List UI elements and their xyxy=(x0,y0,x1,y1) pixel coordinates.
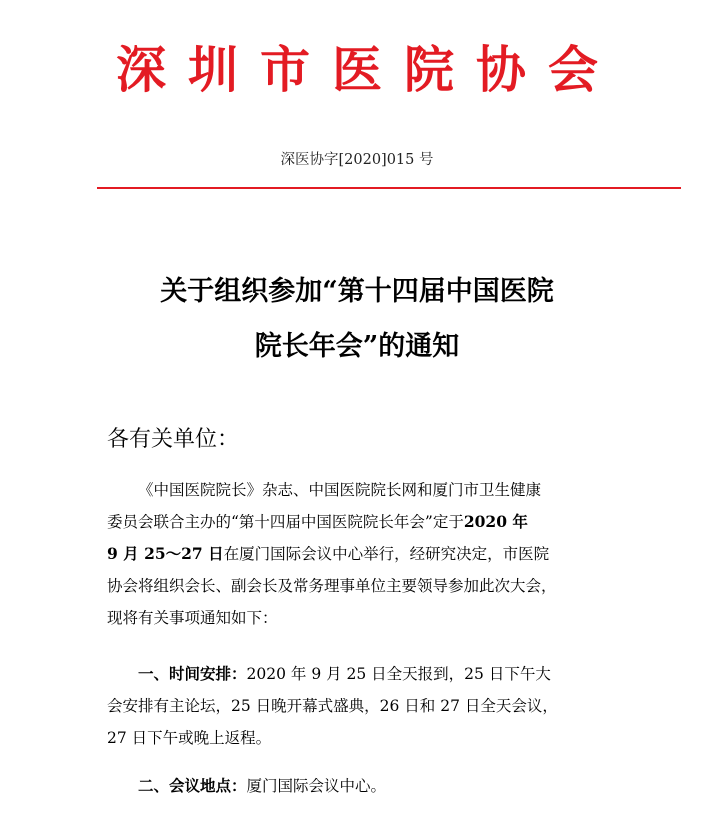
intro-paragraph xyxy=(107,474,617,634)
red-divider-line xyxy=(97,187,681,189)
section-1-line-3: 27 日下午或晚上返程。 xyxy=(107,729,272,747)
notice-title-line-2: 院长年会”的通知 xyxy=(254,331,460,362)
intro-line-2-text: 委员会联合主办的“第十四届中国医院院长年会”定于 xyxy=(107,513,464,531)
intro-year-bold: 2020 年 xyxy=(463,512,528,531)
document-number: 深医协字[2020]015 号 xyxy=(280,152,434,168)
notice-title-line-1: 关于组织参加“第十四届中国医院 xyxy=(160,276,554,307)
section-2-text: 厦门国际会议中心。 xyxy=(246,777,387,795)
section-1-text: 2020 年 9 月 25 日全天报到，25 日下午大 xyxy=(246,665,551,683)
intro-dates-bold: 9 月 25～27 日 xyxy=(107,544,224,563)
intro-line-2 xyxy=(107,506,617,538)
section-venue xyxy=(107,770,617,802)
intro-line-5: 现将有关事项通知如下： xyxy=(107,609,278,627)
section-1-line-2: 会安排有主论坛，25 日晚开幕式盛典，26 日和 27 日全天会议， xyxy=(107,697,558,715)
intro-line-1: 《中国医院院长》杂志、中国医院院长网和厦门市卫生健康 xyxy=(138,481,542,499)
intro-line-3-text: 在厦门国际会议中心举行，经研究决定，市医院 xyxy=(223,545,550,563)
intro-line-4: 协会将组织会长、副会长及常务理事单位主要领导参加此次大会， xyxy=(107,577,557,595)
intro-line-3 xyxy=(107,538,617,570)
section-time-arrangement xyxy=(107,658,617,754)
salutation: 各有关单位： xyxy=(107,427,240,452)
organization-header: 深圳市医院协会 xyxy=(116,40,620,99)
section-2-heading: 二、会议地点： xyxy=(138,776,247,795)
section-1-line-1 xyxy=(107,658,617,690)
section-2-line-1 xyxy=(107,770,617,802)
section-1-heading: 一、时间安排： xyxy=(138,664,247,683)
